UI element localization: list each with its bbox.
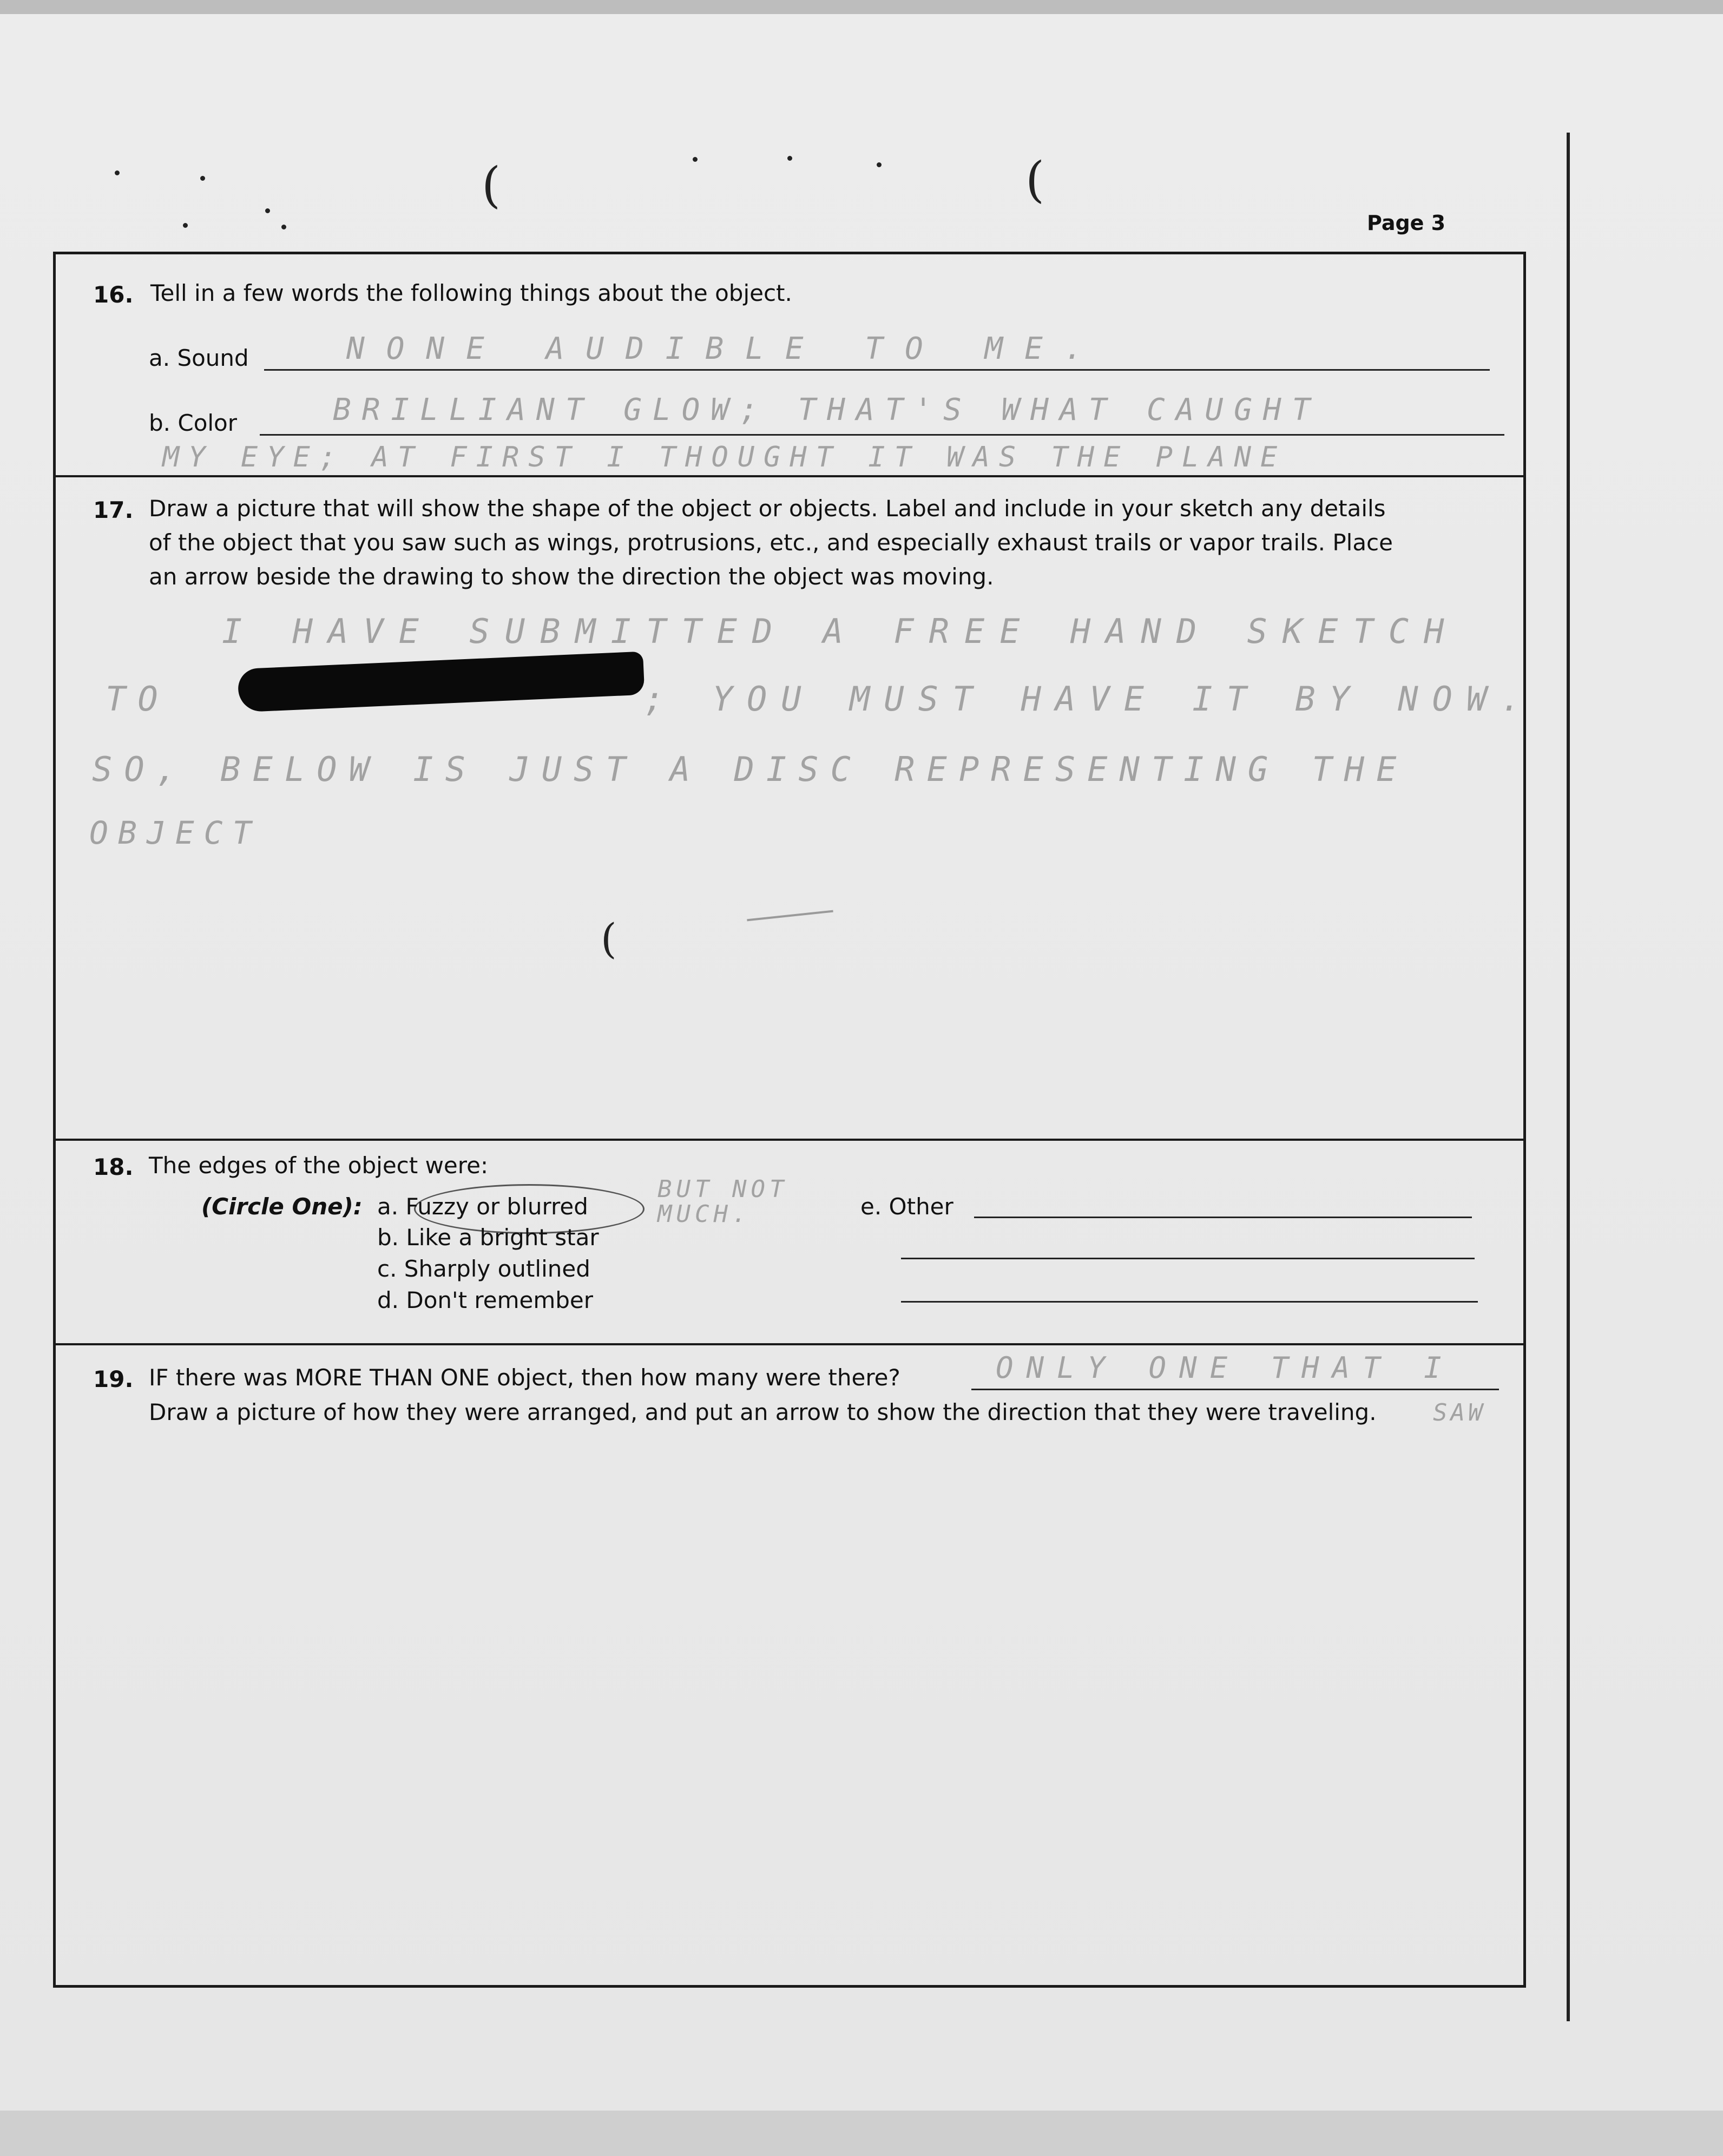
sketch-note-line-2-end: ; YOU MUST HAVE IT BY NOW.: [644, 679, 1535, 719]
circle-one-instruction: (Circle One):: [201, 1193, 363, 1220]
color-label: b. Color: [149, 410, 238, 436]
other-answer-line: [901, 1258, 1475, 1259]
scan-speck: [877, 162, 882, 167]
scan-right-edge: [1567, 133, 1570, 2021]
question-prompt: The edges of the object were:: [149, 1152, 489, 1179]
scan-speck: [115, 170, 120, 175]
scan-speck: [183, 223, 188, 228]
scan-top-edge: [0, 0, 1723, 14]
edge-note: BUT NOT MUCH.: [657, 1175, 788, 1228]
question-prompt-line: Draw a picture that will show the shape of the object or objects. Label and include in your sketch any details: [149, 495, 1386, 522]
section-divider: [53, 1139, 1526, 1141]
sound-answer: NONE AUDIBLE TO ME.: [346, 331, 1104, 366]
scan-speck: [693, 157, 698, 162]
scan-speck: [200, 176, 205, 181]
color-answer-line: [260, 434, 1504, 436]
scan-speck: [787, 156, 792, 161]
sketch-note-line-1: I HAVE SUBMITTED A FREE HAND SKETCH: [222, 612, 1459, 651]
option-fuzzy: a. Fuzzy or blurred: [377, 1193, 588, 1220]
question-prompt: Tell in a few words the following things about the object.: [150, 280, 792, 306]
scan-bottom-edge: [0, 2111, 1723, 2156]
section-divider: [53, 475, 1526, 477]
sketch-note-line-4: OBJECT: [89, 814, 261, 851]
question-number: 16.: [93, 281, 134, 308]
scan-mark: (: [601, 915, 617, 963]
object-count-line: [971, 1389, 1499, 1390]
question-prompt-line: an arrow beside the drawing to show the direction the object was moving.: [149, 563, 994, 590]
color-answer-line-2: MY EYE; AT FIRST I THOUGHT IT WAS THE PLANE: [162, 441, 1287, 474]
page-number: Page 3: [1367, 211, 1446, 235]
sketch-note-line-3: SO, BELOW IS JUST A DISC REPRESENTING THE: [92, 750, 1409, 789]
option-dont-remember: d. Don't remember: [377, 1287, 593, 1313]
option-sharply-outlined: c. Sharply outlined: [377, 1256, 590, 1282]
scan-mark: (: [482, 157, 501, 214]
other-label: e. Other: [860, 1193, 953, 1220]
object-count-answer-tail: SAW: [1433, 1399, 1486, 1427]
question-number: 17.: [93, 497, 134, 523]
section-divider: [53, 1343, 1526, 1345]
scan-speck: [265, 208, 270, 213]
option-bright-star: b. Like a bright star: [377, 1224, 599, 1251]
color-answer-line-1: BRILLIANT GLOW; THAT'S WHAT CAUGHT: [333, 392, 1321, 428]
scan-speck: [281, 225, 286, 229]
question-prompt-line: of the object that you saw such as wings, protrusions, etc., and especially exhaust trails or vapor trails. Place: [149, 529, 1393, 556]
other-answer-line: [974, 1217, 1472, 1218]
question-prompt-line: IF there was MORE THAN ONE object, then how many were there?: [149, 1364, 900, 1391]
other-answer-line: [901, 1301, 1478, 1303]
question-prompt-line: Draw a picture of how they were arranged, and put an arrow to show the direction that they were traveling.: [149, 1399, 1377, 1425]
scan-mark: (: [1025, 152, 1045, 208]
question-number: 18.: [93, 1154, 134, 1180]
sound-label: a. Sound: [149, 345, 249, 371]
question-number: 19.: [93, 1366, 134, 1392]
sound-answer-line: [264, 369, 1490, 371]
object-count-answer: ONLY ONE THAT I: [996, 1351, 1455, 1385]
sketch-note-line-2-start: TO: [106, 679, 170, 719]
